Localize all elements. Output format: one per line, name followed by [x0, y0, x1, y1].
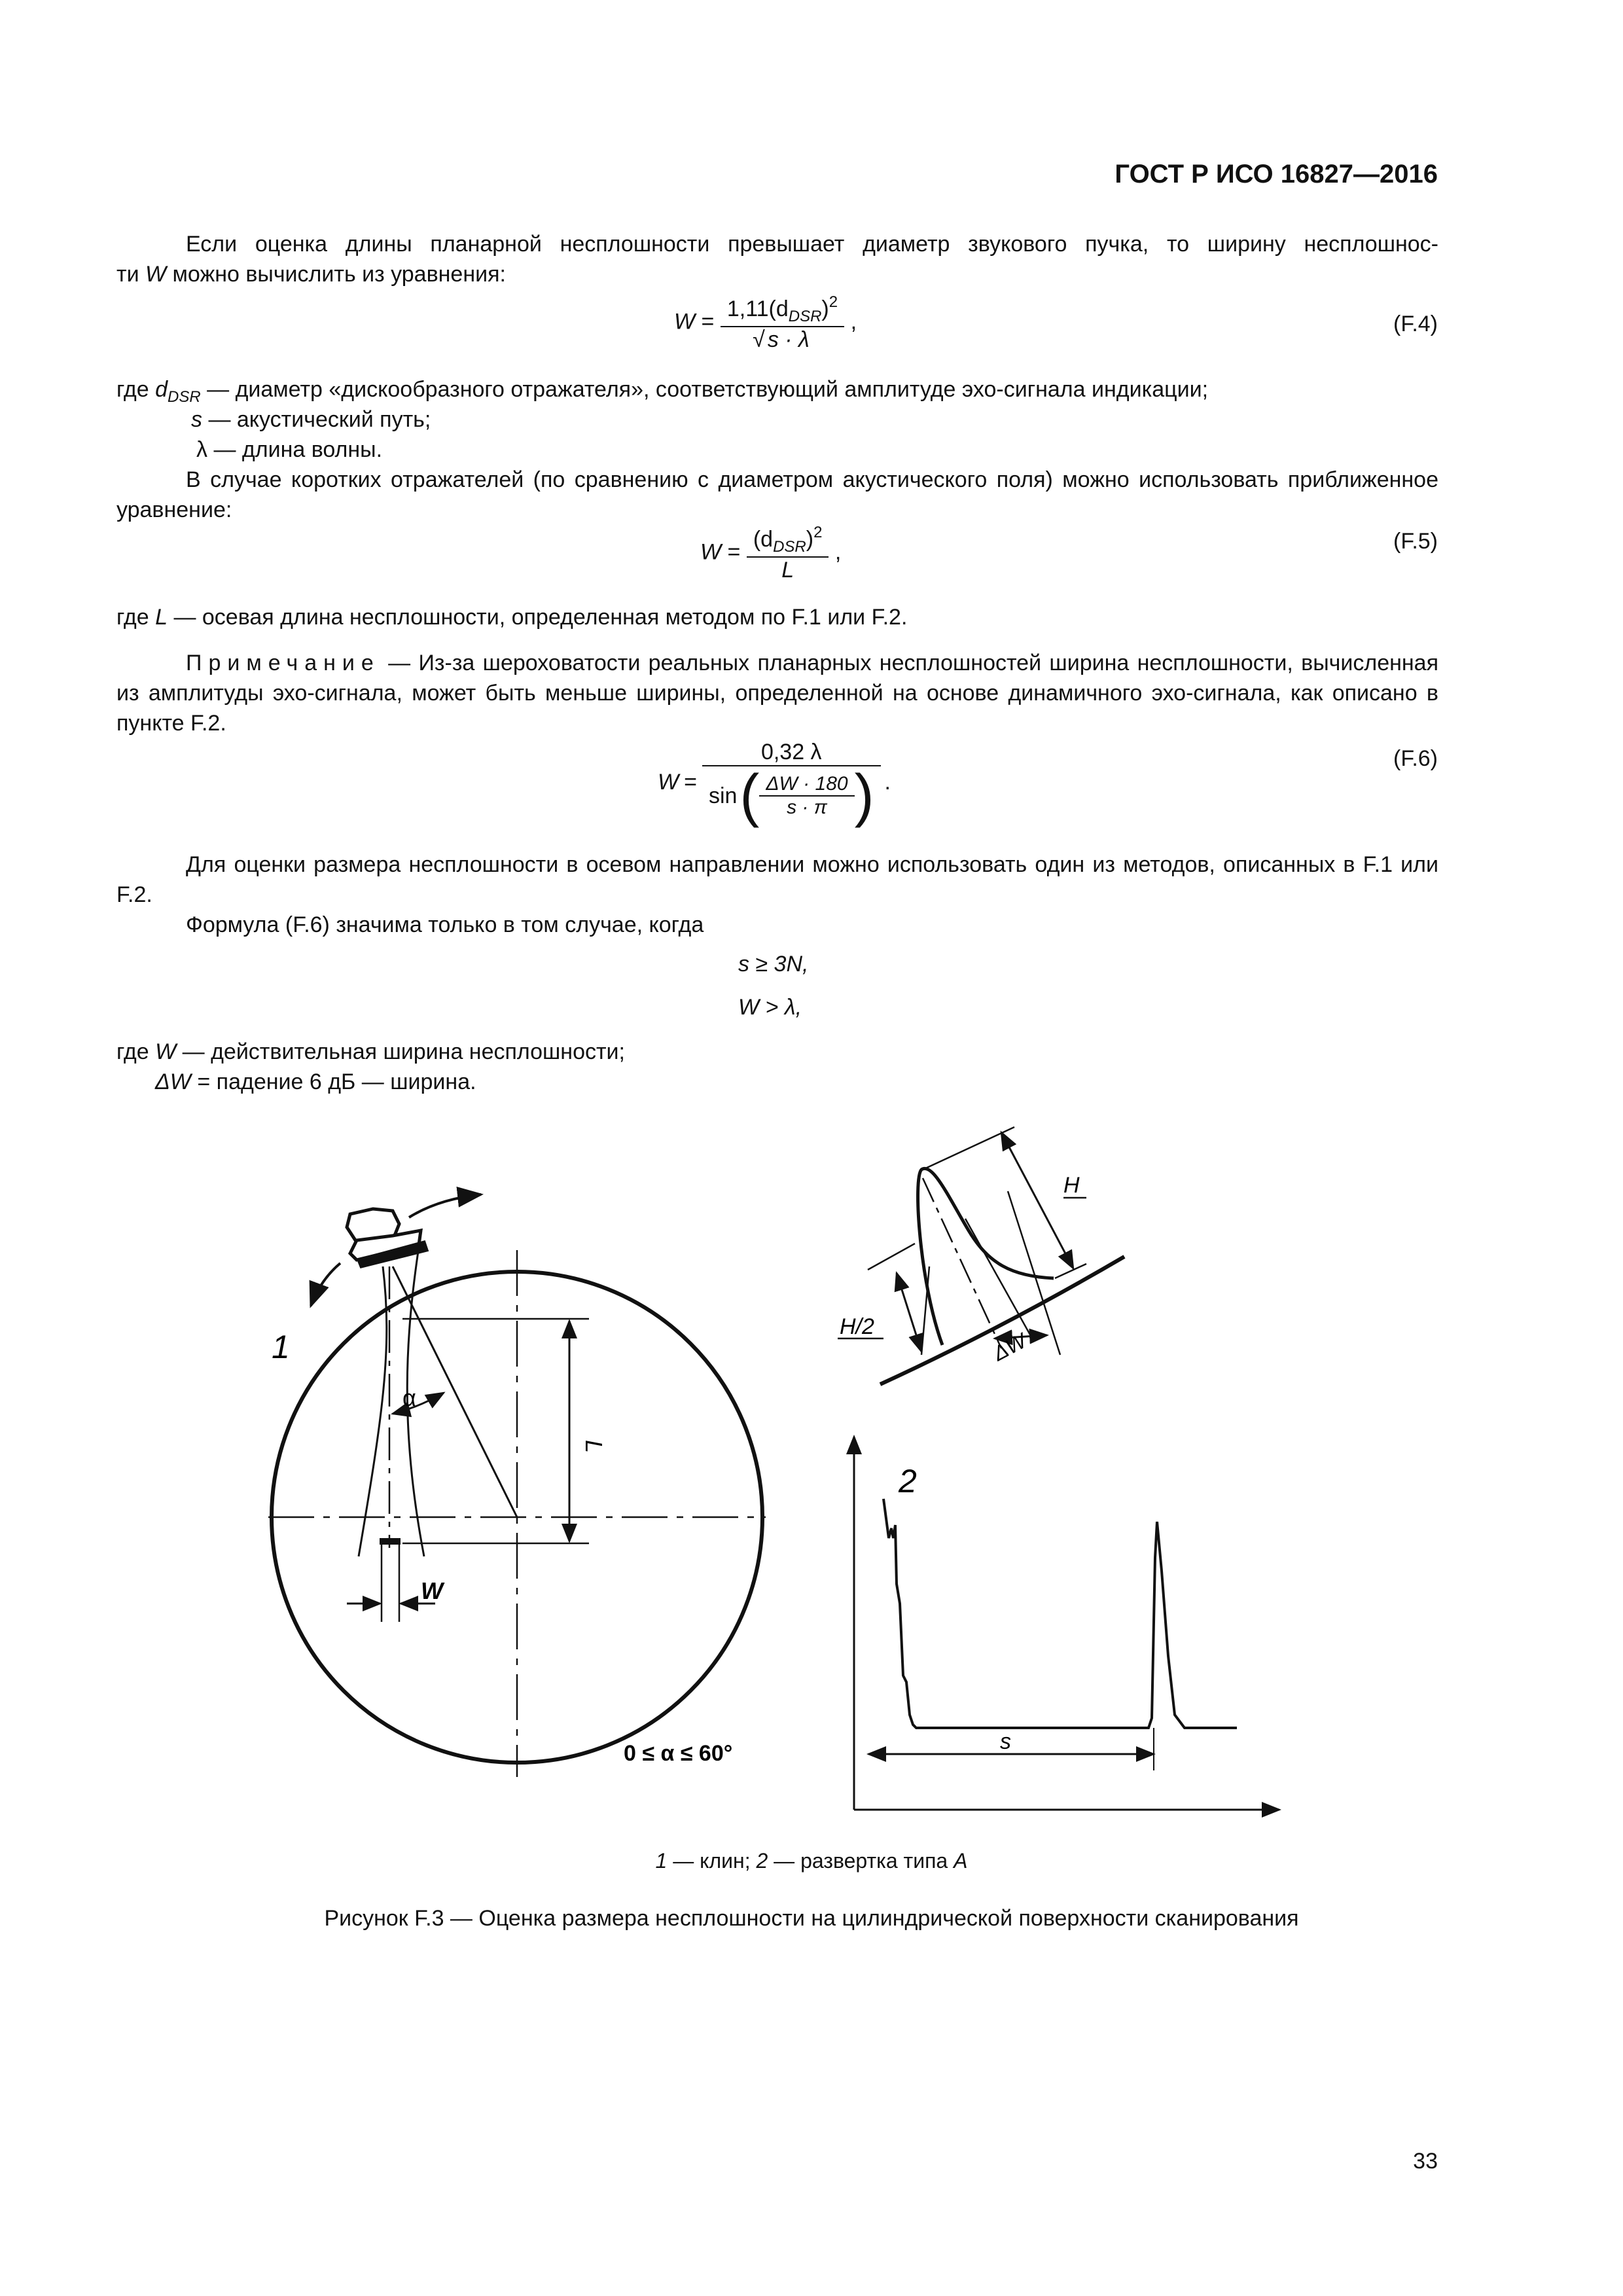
paragraph-4: Формула (F.6) значима только в том случае, когда [186, 912, 704, 937]
label-W: W [421, 1577, 443, 1604]
paragraph-1-text: Если оценка длины планарной несплошности превышает диаметр звукового пучка, то ширину несплошнос- [186, 232, 1438, 257]
wedge-probe [347, 1209, 427, 1266]
equation-f6-fraction: 0,32 λ sin ( $\frac{\Delta W \cdot 180}{s \cdot \pi}$ ) [702, 740, 881, 825]
label-H: H [1063, 1173, 1080, 1198]
equation-f4: W = $\frac{1,11(d_{DSR})^2}{√ s \cdot \lambda}$ , [674, 293, 857, 352]
figure-caption: Рисунок F.3 — Оценка размера несплошности на цилиндрической поверхности сканирования [324, 1906, 1299, 1931]
equation-f4-fraction: $\frac{1,11(d_{DSR})^2}{√ s \cdot \lambda}$ [721, 293, 844, 353]
where-s: s — акустический путь; [191, 407, 431, 432]
equation-f6-label: (F.6) [1393, 746, 1438, 771]
echo-envelope-drawing [838, 1127, 1124, 1384]
where-lambda: λ — длина волны. [196, 437, 383, 462]
where-L: где L — осевая длина несплошности, определенная методом по F.1 или F.2. [116, 605, 908, 630]
paragraph-2: В случае коротких отражателей (по сравнению с диаметром акустического поля) можно использовать приближенное уравнение: [116, 467, 1438, 522]
document-header: ГОСТ Р ИСО 16827—2016 [1115, 160, 1438, 188]
where-dW: ΔW = падение 6 дБ — ширина. [155, 1069, 476, 1094]
figure-legend: 1 — клин; 2 — развертка типа A [655, 1849, 968, 1873]
H-dimension [1001, 1132, 1073, 1268]
cylinder-drawing [268, 1194, 766, 1777]
label-dW: ΔW [989, 1329, 1030, 1366]
a-scan-trace [883, 1499, 1237, 1728]
equation-f5: W = $\frac{(d_{DSR})^2}{L}$ , [700, 524, 842, 583]
equation-f5-fraction: $\frac{(d_{DSR})^2}{L}$ [747, 524, 829, 583]
equation-f6: W = 0,32 λ sin ( $\frac{\Delta W \cdot 180}{s \cdot \pi}$ ) . [658, 740, 891, 829]
equation-f5-label: (F.5) [1393, 529, 1438, 554]
where-W: где W — действительная ширина несплошности; [116, 1039, 625, 1064]
label-L: L [580, 1440, 607, 1454]
rotate-arrow-ccw [311, 1263, 340, 1306]
curved-surface [880, 1257, 1124, 1384]
page-number: 33 [1413, 2149, 1438, 2174]
label-alpha: α [402, 1384, 416, 1411]
condition-2: W > λ, [738, 995, 802, 1020]
label-H2: H/2 [840, 1314, 874, 1339]
rotate-arrow-cw [409, 1194, 481, 1217]
angle-range: 0 ≤ α ≤ 60° [624, 1741, 733, 1766]
label-s: s [1000, 1729, 1011, 1754]
note: Примечание — Из-за шероховатости реальных планарных несплошностей ширина несплошности, вычисленная из амплитуды эхо-сигнала, может быть меньше ширины, определенной на основе динамичного эхо-сигнала, как описано в пункте F.2. [116, 651, 1438, 736]
reflector [380, 1538, 401, 1545]
H2-dimension [897, 1273, 921, 1352]
label-2: 2 [899, 1463, 917, 1499]
a-scan-drawing [854, 1437, 1279, 1810]
paragraph-1-cont: ти W можно вычислить из уравнения: [116, 262, 506, 287]
equation-f4-label: (F.4) [1393, 312, 1438, 336]
label-1: 1 [272, 1329, 290, 1365]
paragraph-3: Для оценки размера несплошности в осевом направлении можно использовать один из методов, описанных в F.1 или F.2. [116, 852, 1438, 907]
condition-1: s ≥ 3N, [738, 952, 809, 977]
where-dsr: где $d_{DSR}$ — диаметр «дискообразного отражателя», соответствующий амплитуде эхо-сигнала индикации; [116, 377, 1209, 406]
